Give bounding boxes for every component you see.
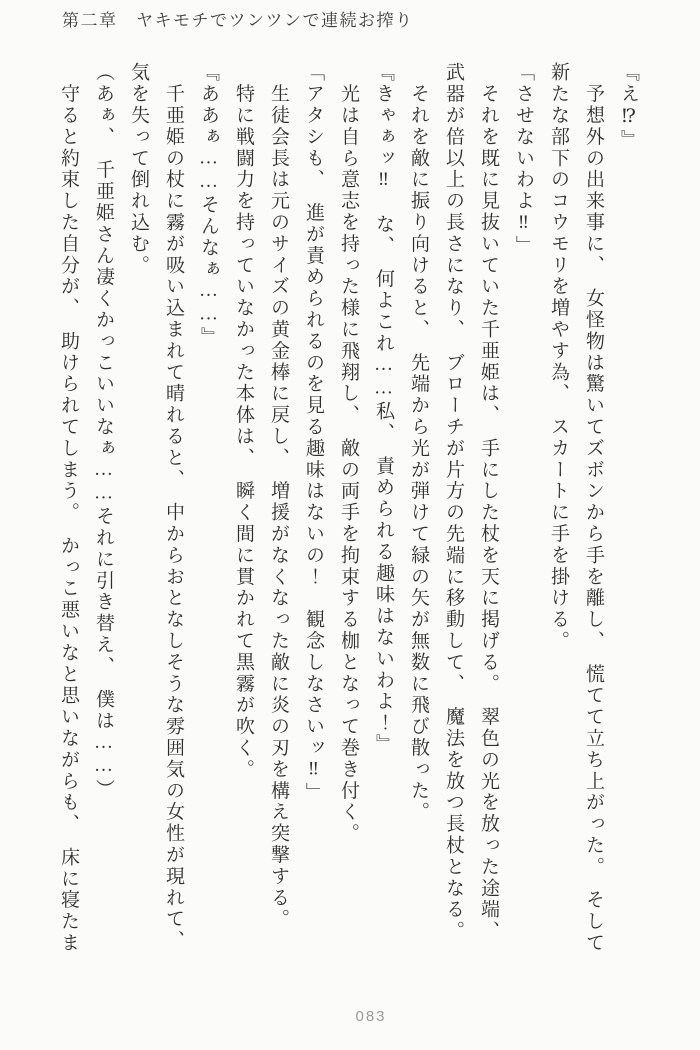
text-column: 守ると約束した自分が、 助けられてしまう。 かっこ悪いなと思いながらも、 床に寝たま [58, 62, 79, 954]
text-column: 予想外の出来事に、 女怪物は驚いてズボンから手を離し、 慌てて立ち上がった。 そして [583, 62, 604, 954]
text-column: 気を失って倒れ込む。 [128, 62, 149, 276]
text-column: 生徒会長は元のサイズの黄金棒に戻し、 増援がなくなった敵に炎の刃を構え突撃する。 [268, 62, 289, 930]
text-column: 「アタシも、 進が責められるのを見る趣味はないの！ 観念しなさいッ‼」 [303, 62, 324, 804]
text-column: それを既に見抜いていた千亜姫は、 手にした杖を天に掲げる。 翠色の光を放った途端、 [478, 62, 499, 942]
text-column: 『ああぁ……そんなぁ……』 [198, 62, 219, 349]
text-column: 武器が倍以上の長さになり、 ブローチが片方の先端に移動して、 魔法を放つ長杖となる。 [443, 62, 464, 942]
text-column: 『きゃぁッ‼ な、 何よこれ……私、 責められる趣味はないわよ！』 [373, 62, 394, 756]
text-column: 『え⁉』 [618, 62, 639, 151]
chapter-header: 第二章 ヤキモチでツンツンで連続お搾り [62, 11, 414, 30]
text-column: 光は自ら意志を持った様に飛翔し、 敵の両手を拘束する枷となって巻き付く。 [338, 62, 359, 845]
text-column: 千亜姫の杖に霧が吸い込まれて晴れると、 中からおとなしそうな雰囲気の女性が現れて、 [163, 62, 184, 952]
text-column: それを敵に振り向けると、 先端から光が弾けて緑の矢が無数に飛び散った。 [408, 62, 429, 823]
text-column: 「させないわよ‼」 [513, 62, 534, 257]
text-column: 特に戦闘力を持っていなかった本体は、 瞬く間に貫かれて黒霧が吹く。 [233, 62, 254, 781]
text-column: 新たな部下のコウモリを増やす為、 スカートに手を掛ける。 [548, 62, 569, 652]
page-number: 083 [355, 1008, 387, 1025]
body-text [51, 62, 646, 984]
text-column: （あぁ、 千亜姫さん凄くかっこいいなぁ……それに引き替え、 僕は……） [93, 62, 114, 800]
